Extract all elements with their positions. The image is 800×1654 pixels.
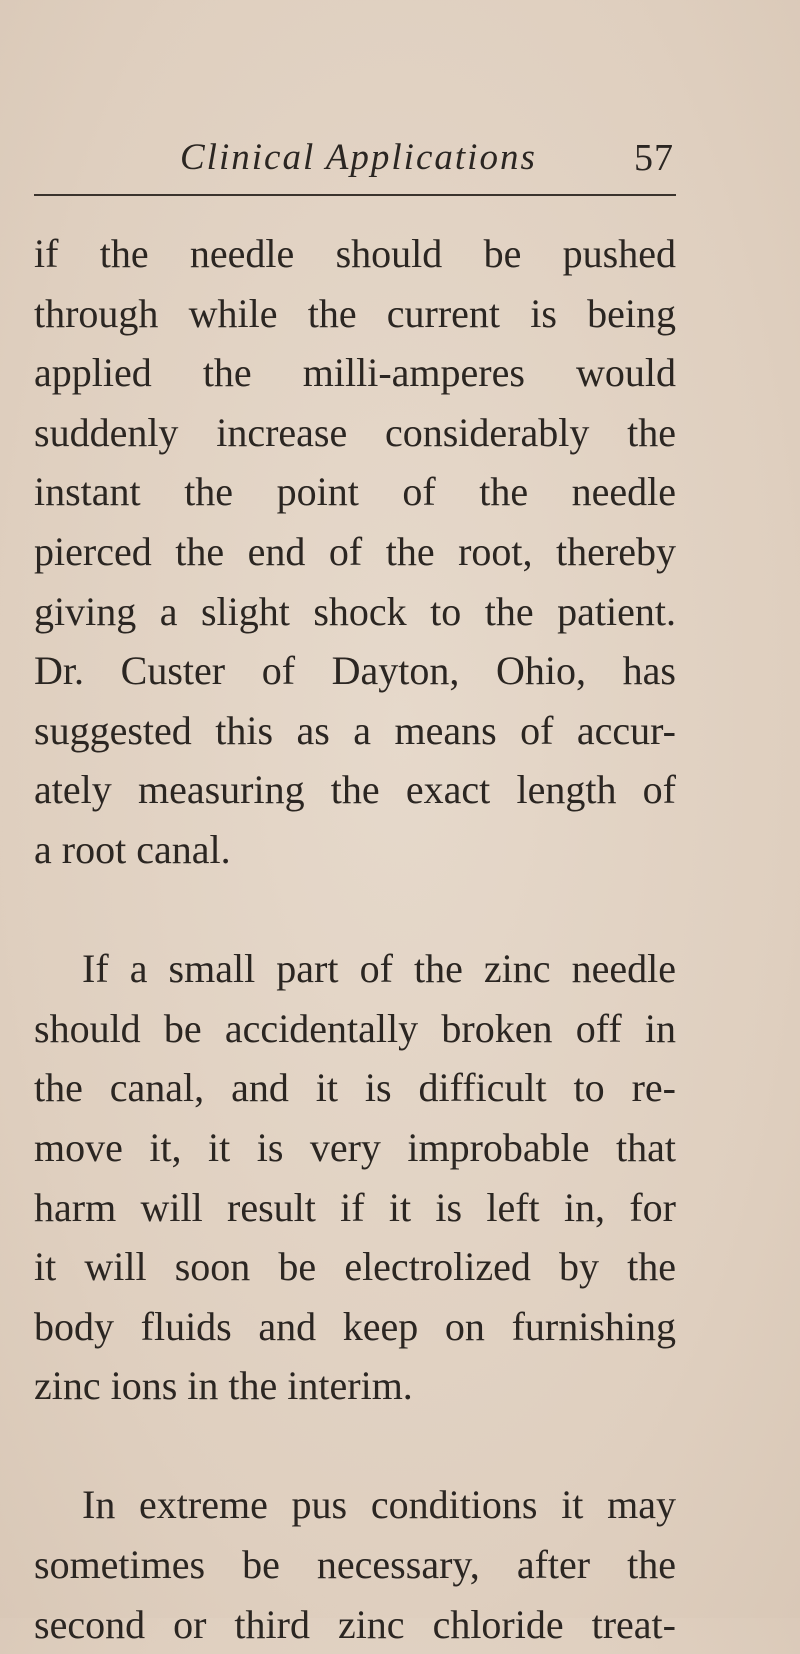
text-line: if the needle should be pushed <box>34 231 676 276</box>
text-line: through while the current is being <box>34 290 676 336</box>
text-line: second or third zinc chloride treat- <box>34 1601 676 1647</box>
page-number: 57 <box>634 137 674 179</box>
paragraph-spacer <box>34 1416 676 1476</box>
text-line: body fluids and keep on furnishing <box>34 1303 676 1349</box>
text-line: a root canal. <box>34 826 231 872</box>
text-line: suggested this as a means of accur- <box>34 707 676 753</box>
text-line: it will soon be electrolized by the <box>34 1244 676 1290</box>
text-line: suddenly increase considerably the <box>34 409 676 455</box>
body-text <box>34 224 676 1654</box>
text-line: In extreme pus conditions it may <box>82 1482 676 1528</box>
text-line: Dr. Custer of Dayton, Ohio, has <box>34 648 676 694</box>
running-title: Clinical Applications <box>180 137 537 178</box>
paragraph-2 <box>34 939 676 1416</box>
text-line: giving a slight shock to the patient. <box>34 588 676 634</box>
text-line: should be accidentally broken off in <box>34 1005 676 1051</box>
text-line: the canal, and it is difficult to re- <box>34 1065 676 1111</box>
paragraph-1 <box>34 224 676 880</box>
header-rule <box>34 194 676 196</box>
text-line: zinc ions in the interim. <box>34 1363 413 1409</box>
text-line: ately measuring the exact length of <box>34 767 676 813</box>
text-line: applied the milli-amperes would <box>34 350 676 396</box>
paragraph-3 <box>34 1475 676 1654</box>
paragraph-spacer <box>34 880 676 940</box>
text-line: If a small part of the zinc needle <box>82 946 676 992</box>
text-line: instant the point of the needle <box>34 469 676 515</box>
text-line: sometimes be necessary, after the <box>34 1542 676 1588</box>
text-line: pierced the end of the root, thereby <box>34 528 676 574</box>
text-line: move it, it is very improbable that <box>34 1124 676 1170</box>
running-head <box>34 136 674 192</box>
text-line: harm will result if it is left in, for <box>34 1184 676 1230</box>
